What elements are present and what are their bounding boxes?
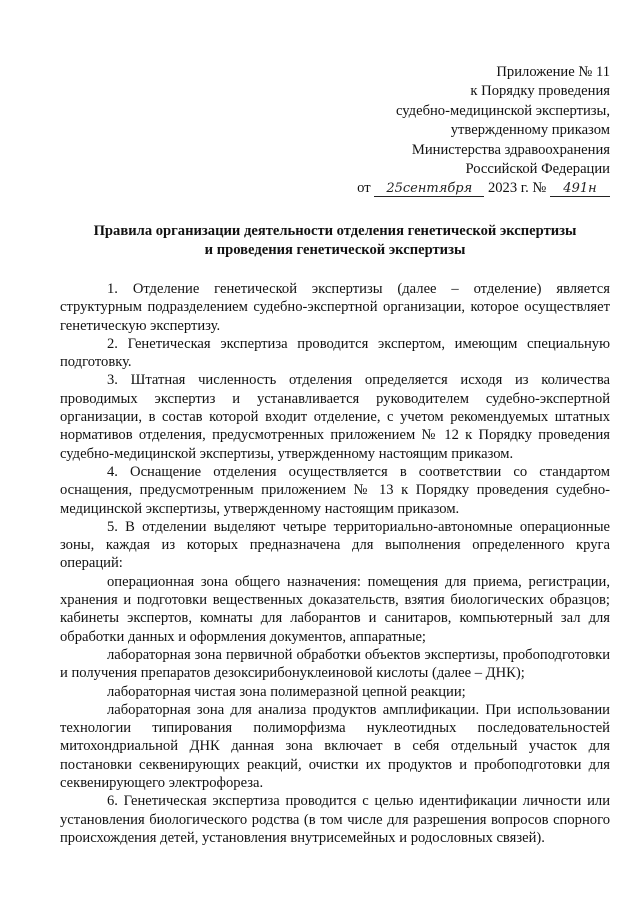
paragraph-4: 4. Оснащение отделения осуществляется в соответствии со стандартом оснащения, предусмотренным приложением № 13 к Порядку проведения судебно-медицинской экспертизы, утвержденному настоящим приказом. <box>60 463 610 517</box>
document-title <box>40 222 630 259</box>
appendix-header <box>357 63 610 199</box>
year-text: 2023 г. № <box>487 180 547 197</box>
zone-pcr: лабораторная чистая зона полимеразной цепной реакции; <box>107 683 466 700</box>
paragraph-3: 3. Штатная численность отделения определяется исходя из количества проводимых экспертиз и устанавливается руководителем судебно-экспертной организации, в состав которой входит отделение, с учетом рекомендуемых штатных нормативов отделения, предусмотренных приложением № 12 к Порядку проведения судебно-медицинской экспертизы, утвержденному настоящим приказом. <box>60 372 610 462</box>
paragraph-6: 6. Генетическая экспертиза проводится с целью идентификации личности или установления биологического родства (в том числе для разрешения вопросов спорного происхождения детей, установления внутрисемейных и родословных связей). <box>60 793 610 846</box>
paragraph-5: 5. В отделении выделяют четыре территориально-автономные операционные зоны, каждая из которых предназначена для выполнения определенного круга операций: <box>60 518 610 572</box>
document-body <box>60 280 610 847</box>
handwritten-date: 25сентября <box>374 181 484 197</box>
zone-primary-processing: лабораторная зона первичной обработки объектов экспертизы, пробоподготовки и получения препаратов дезоксирибонуклеиновой кислоты (далее – ДНК); <box>60 646 610 682</box>
title-line-2: и проведения генетической экспертизы <box>204 241 466 258</box>
zone-amplification: лабораторная зона для анализа продуктов амплификации. При использовании технологии типирования полиморфизма нуклеотидных последовательностей митохондриальной ДНК данная зона включает в себя отдельный участок для постановки секвенирующих реакций, очистки их продуктов и пробоподготовки для секвенирующего электрофореза. <box>60 701 610 792</box>
appendix-line-5: Министерства здравоохранения <box>411 141 610 158</box>
appendix-line-3: судебно-медицинской экспертизы, <box>396 102 610 119</box>
handwritten-order-number: 491н <box>550 181 610 197</box>
paragraph-2: 2. Генетическая экспертиза проводится экспертом, имеющим специальную подготовку. <box>60 335 610 371</box>
appendix-line-1: Приложение № 11 <box>496 64 610 80</box>
appendix-line-2: к Порядку проведения <box>470 83 610 100</box>
date-prefix: от <box>357 180 371 197</box>
zone-general: операционная зона общего назначения: помещения для приема, регистрации, хранения и подготовки вещественных доказательств, взятия биологических образцов; кабинеты экспертов, комнаты для лаборантов и санитаров, компьютерный зал для обработки данных и оформления документов, аппаратные; <box>60 573 610 645</box>
paragraph-1: 1. Отделение генетической экспертизы (далее – отделение) является структурным подразделением судебно-экспертной организации, которое осуществляет генетическую экспертизу. <box>60 281 610 334</box>
appendix-line-6: Российской Федерации <box>465 161 610 178</box>
appendix-date-line <box>357 179 610 198</box>
appendix-line-4: утвержденному приказом <box>450 122 610 139</box>
title-line-1: Правила организации деятельности отделения генетической экспертизы <box>93 223 577 239</box>
